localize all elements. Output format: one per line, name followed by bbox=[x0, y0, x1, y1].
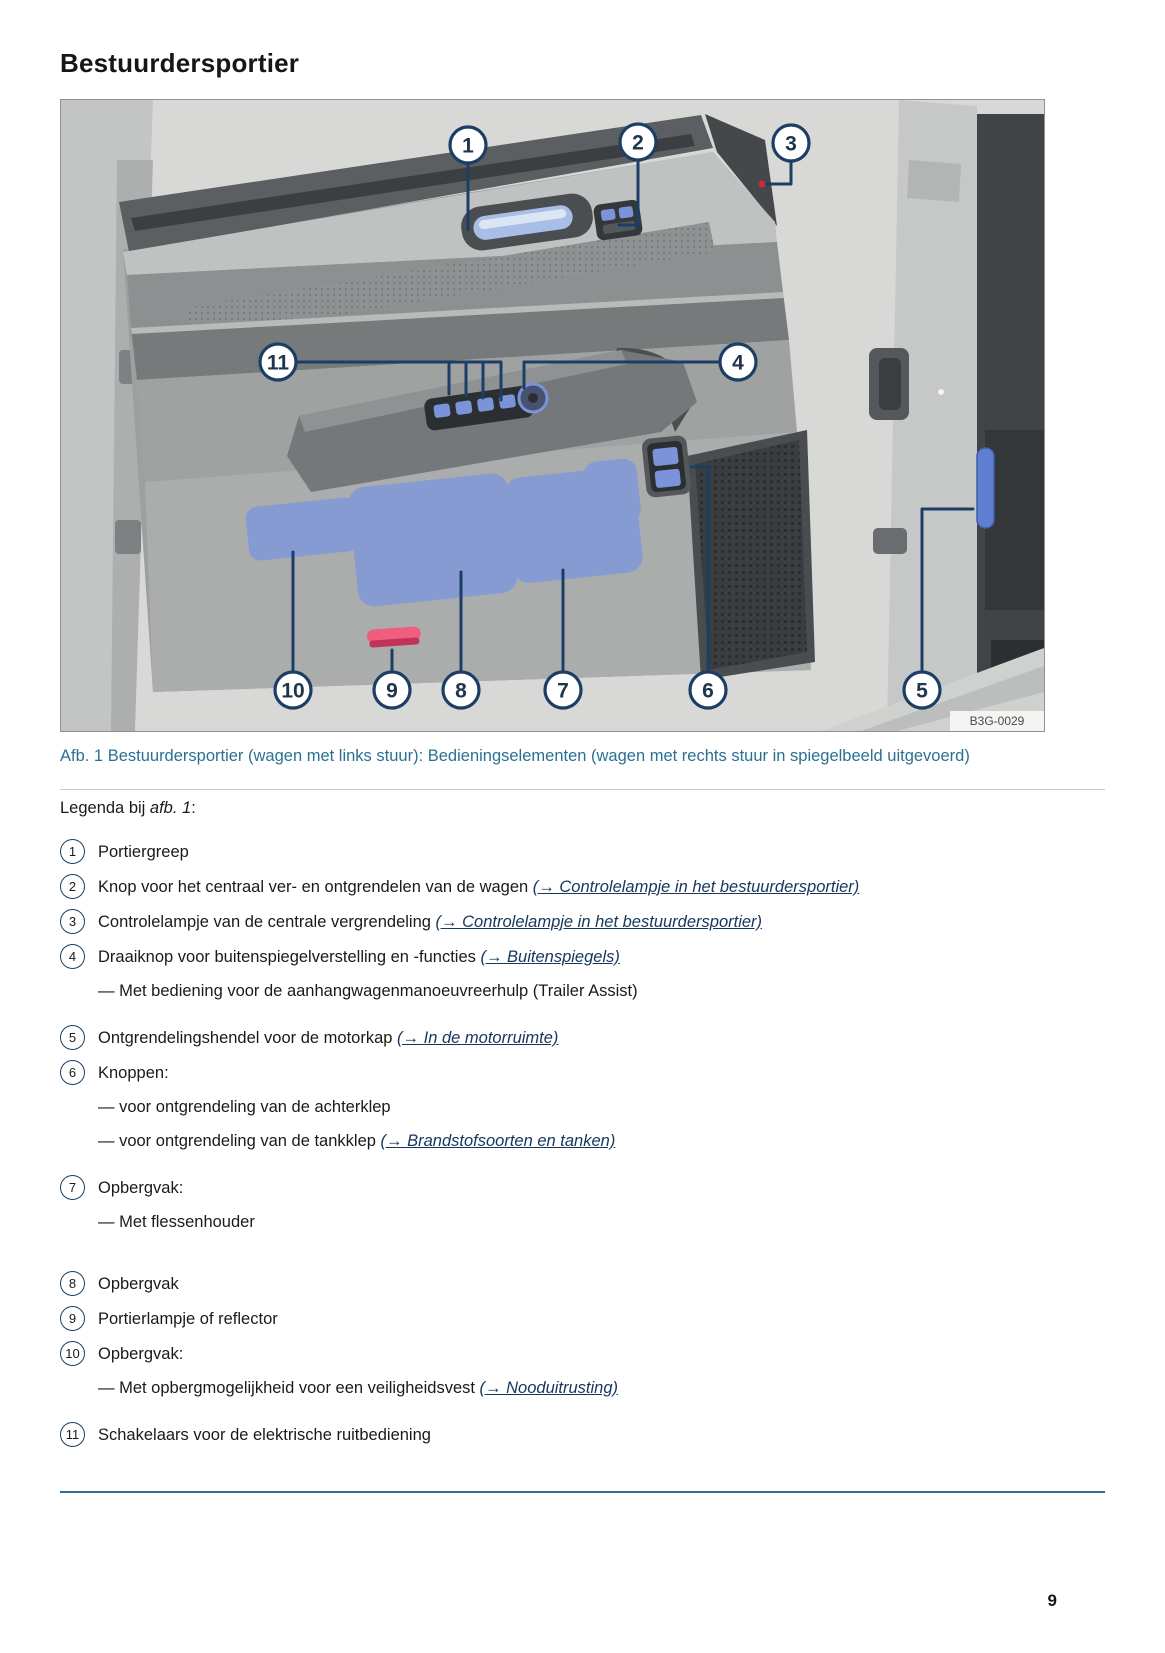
callout-11 bbox=[260, 344, 296, 380]
legend-section bbox=[60, 789, 1105, 1447]
legend-number: 5 bbox=[60, 1025, 85, 1050]
footer-rule bbox=[60, 1491, 1105, 1493]
callout-10 bbox=[275, 672, 311, 708]
callout-3 bbox=[773, 125, 809, 161]
legend-subitem: — Met bediening voor de aanhangwagenmanoeuvreerhulp (Trailer Assist) bbox=[98, 982, 638, 1000]
legend-item-10 bbox=[60, 1341, 1105, 1366]
legend-text: Controlelampje van de centrale vergrendeling (→ Controlelampje in het bestuurdersportier) bbox=[98, 913, 763, 931]
legend-item-2 bbox=[60, 874, 1105, 899]
callout-7 bbox=[545, 672, 581, 708]
svg-text:4: 4 bbox=[732, 351, 744, 375]
cross-reference-link[interactable]: (→ Brandstofsoorten en tanken) bbox=[380, 1132, 616, 1150]
legend-number: 11 bbox=[60, 1422, 85, 1447]
legend-text: Portiergreep bbox=[98, 843, 189, 861]
callout-9 bbox=[374, 672, 410, 708]
legend-number: 10 bbox=[60, 1341, 85, 1366]
callout-8 bbox=[443, 672, 479, 708]
cross-reference-link[interactable]: (→ Buitenspiegels) bbox=[480, 948, 620, 966]
legend-text: Ontgrendelingshendel voor de motorkap (→ In de motorruimte) bbox=[98, 1029, 559, 1047]
legend-subitem: — voor ontgrendeling van de achterklep bbox=[98, 1098, 391, 1116]
legend-number: 1 bbox=[60, 839, 85, 864]
release-buttons bbox=[641, 435, 692, 498]
legend-number: 4 bbox=[60, 944, 85, 969]
legend-text: Knop voor het centraal ver- en ontgrendelen van de wagen (→ Controlelampje in het bestuurdersportier) bbox=[98, 878, 860, 896]
svg-text:10: 10 bbox=[281, 679, 305, 703]
legend-text: Draaiknop voor buitenspiegelverstelling en -functies (→ Buitenspiegels) bbox=[98, 948, 620, 966]
legend-subitem: — Met flessenhouder bbox=[98, 1213, 255, 1231]
callout-5 bbox=[904, 672, 940, 708]
callout-4 bbox=[720, 344, 756, 380]
page-number: 9 bbox=[1047, 1591, 1057, 1610]
legend-text: Opbergvak bbox=[98, 1275, 179, 1293]
cross-reference-link[interactable]: (→ In de motorruimte) bbox=[397, 1029, 559, 1047]
legend-item-5 bbox=[60, 1025, 1105, 1050]
central-lock-switch bbox=[593, 199, 644, 241]
svg-text:3: 3 bbox=[785, 132, 797, 156]
legend-text: Opbergvak: bbox=[98, 1345, 184, 1363]
image-code-label bbox=[950, 711, 1044, 731]
cross-reference-link[interactable]: (→ Controlelampje in het bestuurdersportier) bbox=[532, 878, 860, 896]
cross-reference-link[interactable]: (→ Nooduitrusting) bbox=[479, 1379, 619, 1397]
figure-reference: afb. 1 bbox=[149, 799, 192, 817]
door-illustration bbox=[61, 100, 1044, 731]
svg-text:2: 2 bbox=[632, 131, 644, 155]
svg-text:6: 6 bbox=[702, 679, 714, 703]
legend-list bbox=[60, 839, 1105, 1447]
legend-number: 9 bbox=[60, 1306, 85, 1331]
legend-item-7 bbox=[60, 1175, 1105, 1200]
cross-reference-link[interactable]: (→ Controlelampje in het bestuurdersportier) bbox=[435, 913, 763, 931]
legend-text: Knoppen: bbox=[98, 1064, 169, 1082]
legend-number: 3 bbox=[60, 909, 85, 934]
legend-number: 8 bbox=[60, 1271, 85, 1296]
legend-item-9 bbox=[60, 1306, 1105, 1331]
svg-text:B3G-0029: B3G-0029 bbox=[969, 714, 1025, 728]
lock-indicator-lamp bbox=[759, 181, 766, 188]
legend-subitem: — voor ontgrendeling van de tankklep (→ Brandstofsoorten en tanken) bbox=[98, 1132, 616, 1150]
hood-release-handle bbox=[977, 448, 994, 528]
svg-text:7: 7 bbox=[557, 679, 569, 703]
legend-text: Schakelaars voor de elektrische ruitbediening bbox=[98, 1426, 431, 1444]
callout-1 bbox=[450, 127, 486, 163]
door-lamp bbox=[366, 626, 421, 648]
svg-text:8: 8 bbox=[455, 679, 467, 703]
legend-text: Portierlampje of reflector bbox=[98, 1310, 278, 1328]
legend-item-1 bbox=[60, 839, 1105, 864]
legend-number: 2 bbox=[60, 874, 85, 899]
svg-text:11: 11 bbox=[266, 351, 290, 375]
page-title: Bestuurdersportier bbox=[60, 48, 300, 78]
legend-subitem: — Met opbergmogelijkheid voor een veiligheidsvest (→ Nooduitrusting) bbox=[98, 1379, 619, 1397]
callout-6 bbox=[690, 672, 726, 708]
svg-text:5: 5 bbox=[916, 679, 928, 703]
legend-item-11 bbox=[60, 1422, 1105, 1447]
figure-door-illustration bbox=[60, 99, 1045, 732]
door-opening-interior bbox=[977, 114, 1044, 731]
legend-number: 6 bbox=[60, 1060, 85, 1085]
legend-item-6 bbox=[60, 1060, 1105, 1085]
legend-item-4 bbox=[60, 944, 1105, 969]
legend-number: 7 bbox=[60, 1175, 85, 1200]
callout-2 bbox=[620, 124, 656, 160]
legend-text: Opbergvak: bbox=[98, 1179, 184, 1197]
legend-item-8 bbox=[60, 1271, 1105, 1296]
figure-caption: Afb. 1 Bestuurdersportier (wagen met links stuur): Bedieningselementen (wagen met rechts stuur in spiegelbeeld uitgevoerd) bbox=[60, 747, 970, 765]
svg-text:1: 1 bbox=[462, 134, 474, 158]
legend-item-3 bbox=[60, 909, 1105, 934]
legend-heading: Legenda bij afb. 1: bbox=[60, 799, 196, 817]
svg-text:9: 9 bbox=[386, 679, 398, 703]
